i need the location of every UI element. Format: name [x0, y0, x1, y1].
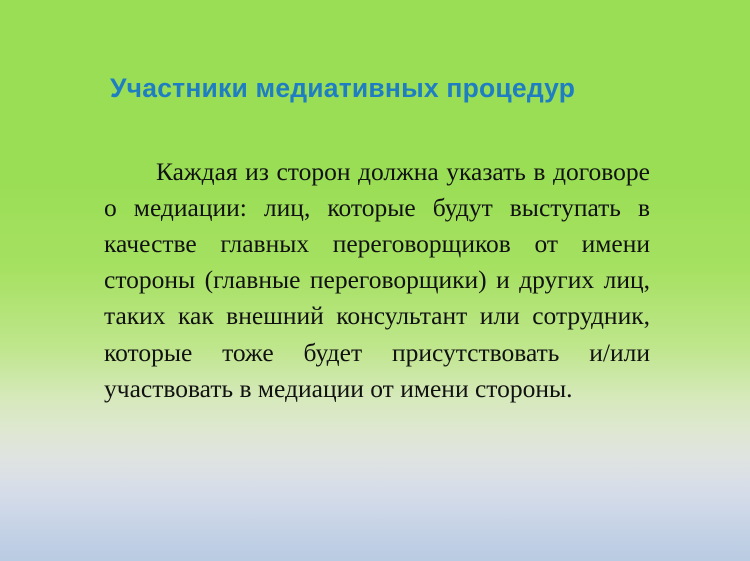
- slide-body-text: Каждая из сторон должна указать в договоре о медиации: лиц, которые будут выступать в качестве главных переговорщиков от имени стороны (главные переговорщики) и других лиц, таких как внешний консультант или сотрудник, которые тоже будет присутствовать и/или участвовать в медиации от имени стороны.: [104, 156, 650, 403]
- slide-title: Участники медиативных процедур: [110, 72, 576, 103]
